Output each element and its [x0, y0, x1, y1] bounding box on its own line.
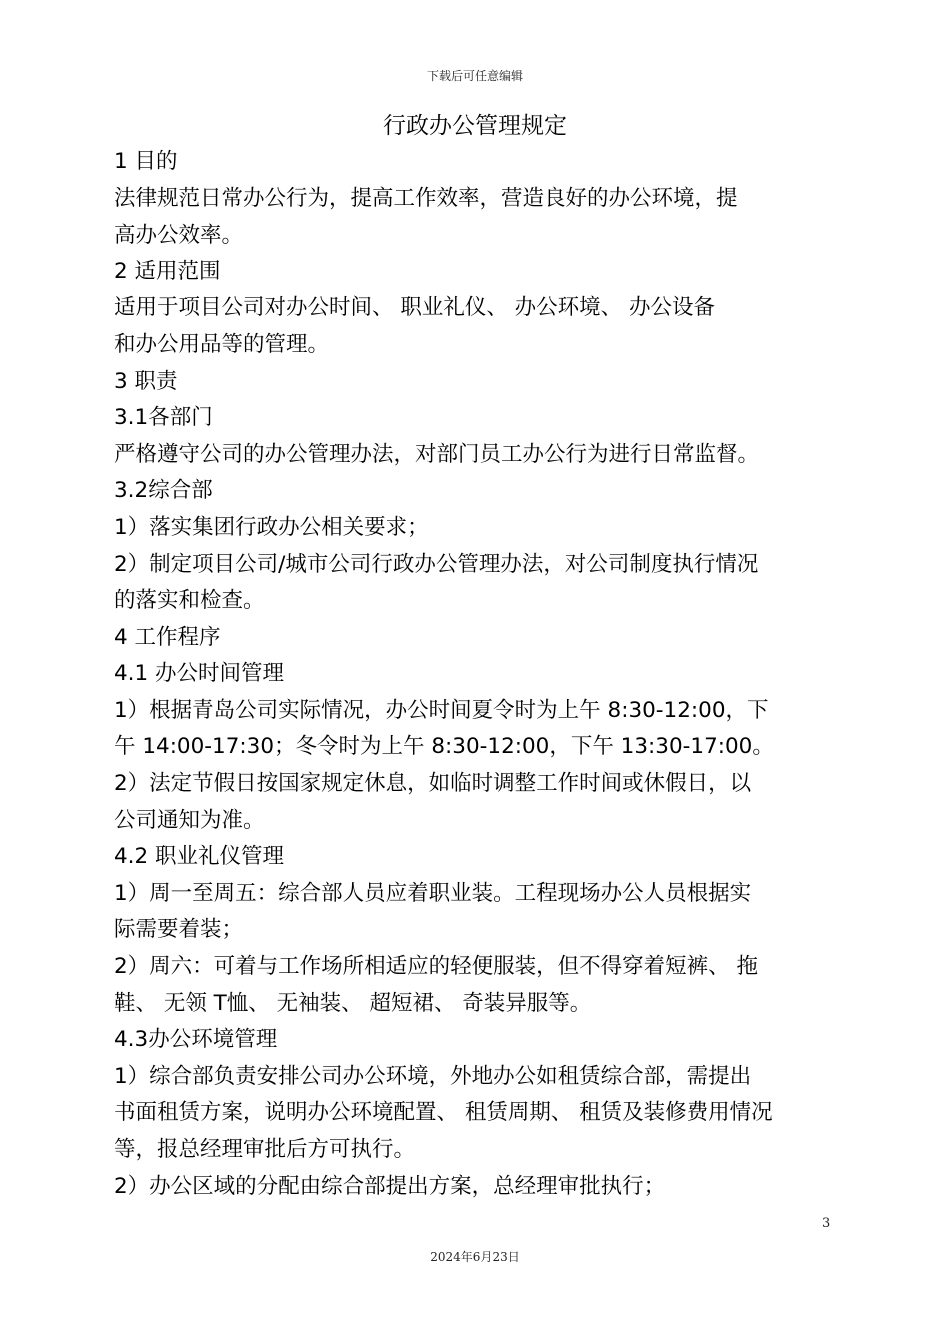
- paragraph-line: 严格遵守公司的办公管理办法，对部门员工办公行为进行日常监督。: [114, 442, 760, 467]
- list-item: 1）周一至周五：综合部人员应着职业装。工程现场办公人员根据实: [114, 881, 752, 906]
- section-heading-4: 4 工作程序: [114, 625, 221, 650]
- subsection-heading: 3.1各部门: [114, 405, 213, 430]
- list-item: 2）周六：可着与工作场所相适应的轻便服装，但不得穿着短裤、 拖: [114, 954, 759, 979]
- paragraph-line: 法律规范日常办公行为，提高工作效率，营造良好的办公环境，提: [114, 186, 738, 211]
- list-item: 2）办公区域的分配由综合部提出方案，总经理审批执行；: [114, 1174, 666, 1199]
- paragraph-line: 午 14:00-17:30；冬令时为上午 8:30-12:00，下午 13:30-17:00。: [114, 734, 774, 759]
- paragraph-line: 鞋、 无领 T恤、 无袖装、 超短裙、 奇装异服等。: [114, 991, 592, 1016]
- paragraph-line: 适用于项目公司对办公时间、 职业礼仪、 办公环境、 办公设备: [114, 295, 716, 320]
- list-item: 1）根据青岛公司实际情况，办公时间夏令时为上午 8:30-12:00，下: [114, 698, 769, 723]
- paragraph-line: 和办公用品等的管理。: [114, 332, 330, 357]
- section-heading-2: 2 适用范围: [114, 259, 221, 284]
- subsection-heading: 4.2 职业礼仪管理: [114, 844, 285, 869]
- section-heading-3: 3 职责: [114, 369, 178, 394]
- list-item: 1）落实集团行政办公相关要求；: [114, 515, 429, 540]
- section-heading-1: 1 目的: [114, 149, 178, 174]
- subsection-heading: 4.1 办公时间管理: [114, 661, 285, 686]
- footer-date: 2024年6月23日: [430, 1250, 520, 1264]
- paragraph-line: 公司通知为准。: [114, 808, 265, 833]
- list-item: 1）综合部负责安排公司办公环境，外地办公如租赁综合部，需提出: [114, 1064, 752, 1089]
- header-note: 下载后可任意编辑: [426, 69, 523, 83]
- paragraph-line: 际需要着装；: [114, 917, 244, 942]
- document-title: 行政办公管理规定: [383, 113, 567, 139]
- paragraph-line: 等，报总经理审批后方可执行。: [114, 1137, 416, 1162]
- page-number: 3: [822, 1216, 831, 1231]
- paragraph-line: 书面租赁方案，说明办公环境配置、 租赁周期、 租赁及装修费用情况: [114, 1100, 773, 1125]
- list-item: 2）法定节假日按国家规定休息，如临时调整工作时间或休假日，以: [114, 771, 752, 796]
- paragraph-line: 高办公效率。: [114, 223, 244, 248]
- list-item: 2）制定项目公司/城市公司行政办公管理办法，对公司制度执行情况: [114, 552, 759, 577]
- subsection-heading: 3.2综合部: [114, 478, 213, 503]
- subsection-heading: 4.3办公环境管理: [114, 1027, 278, 1052]
- paragraph-line: 的落实和检查。: [114, 588, 265, 613]
